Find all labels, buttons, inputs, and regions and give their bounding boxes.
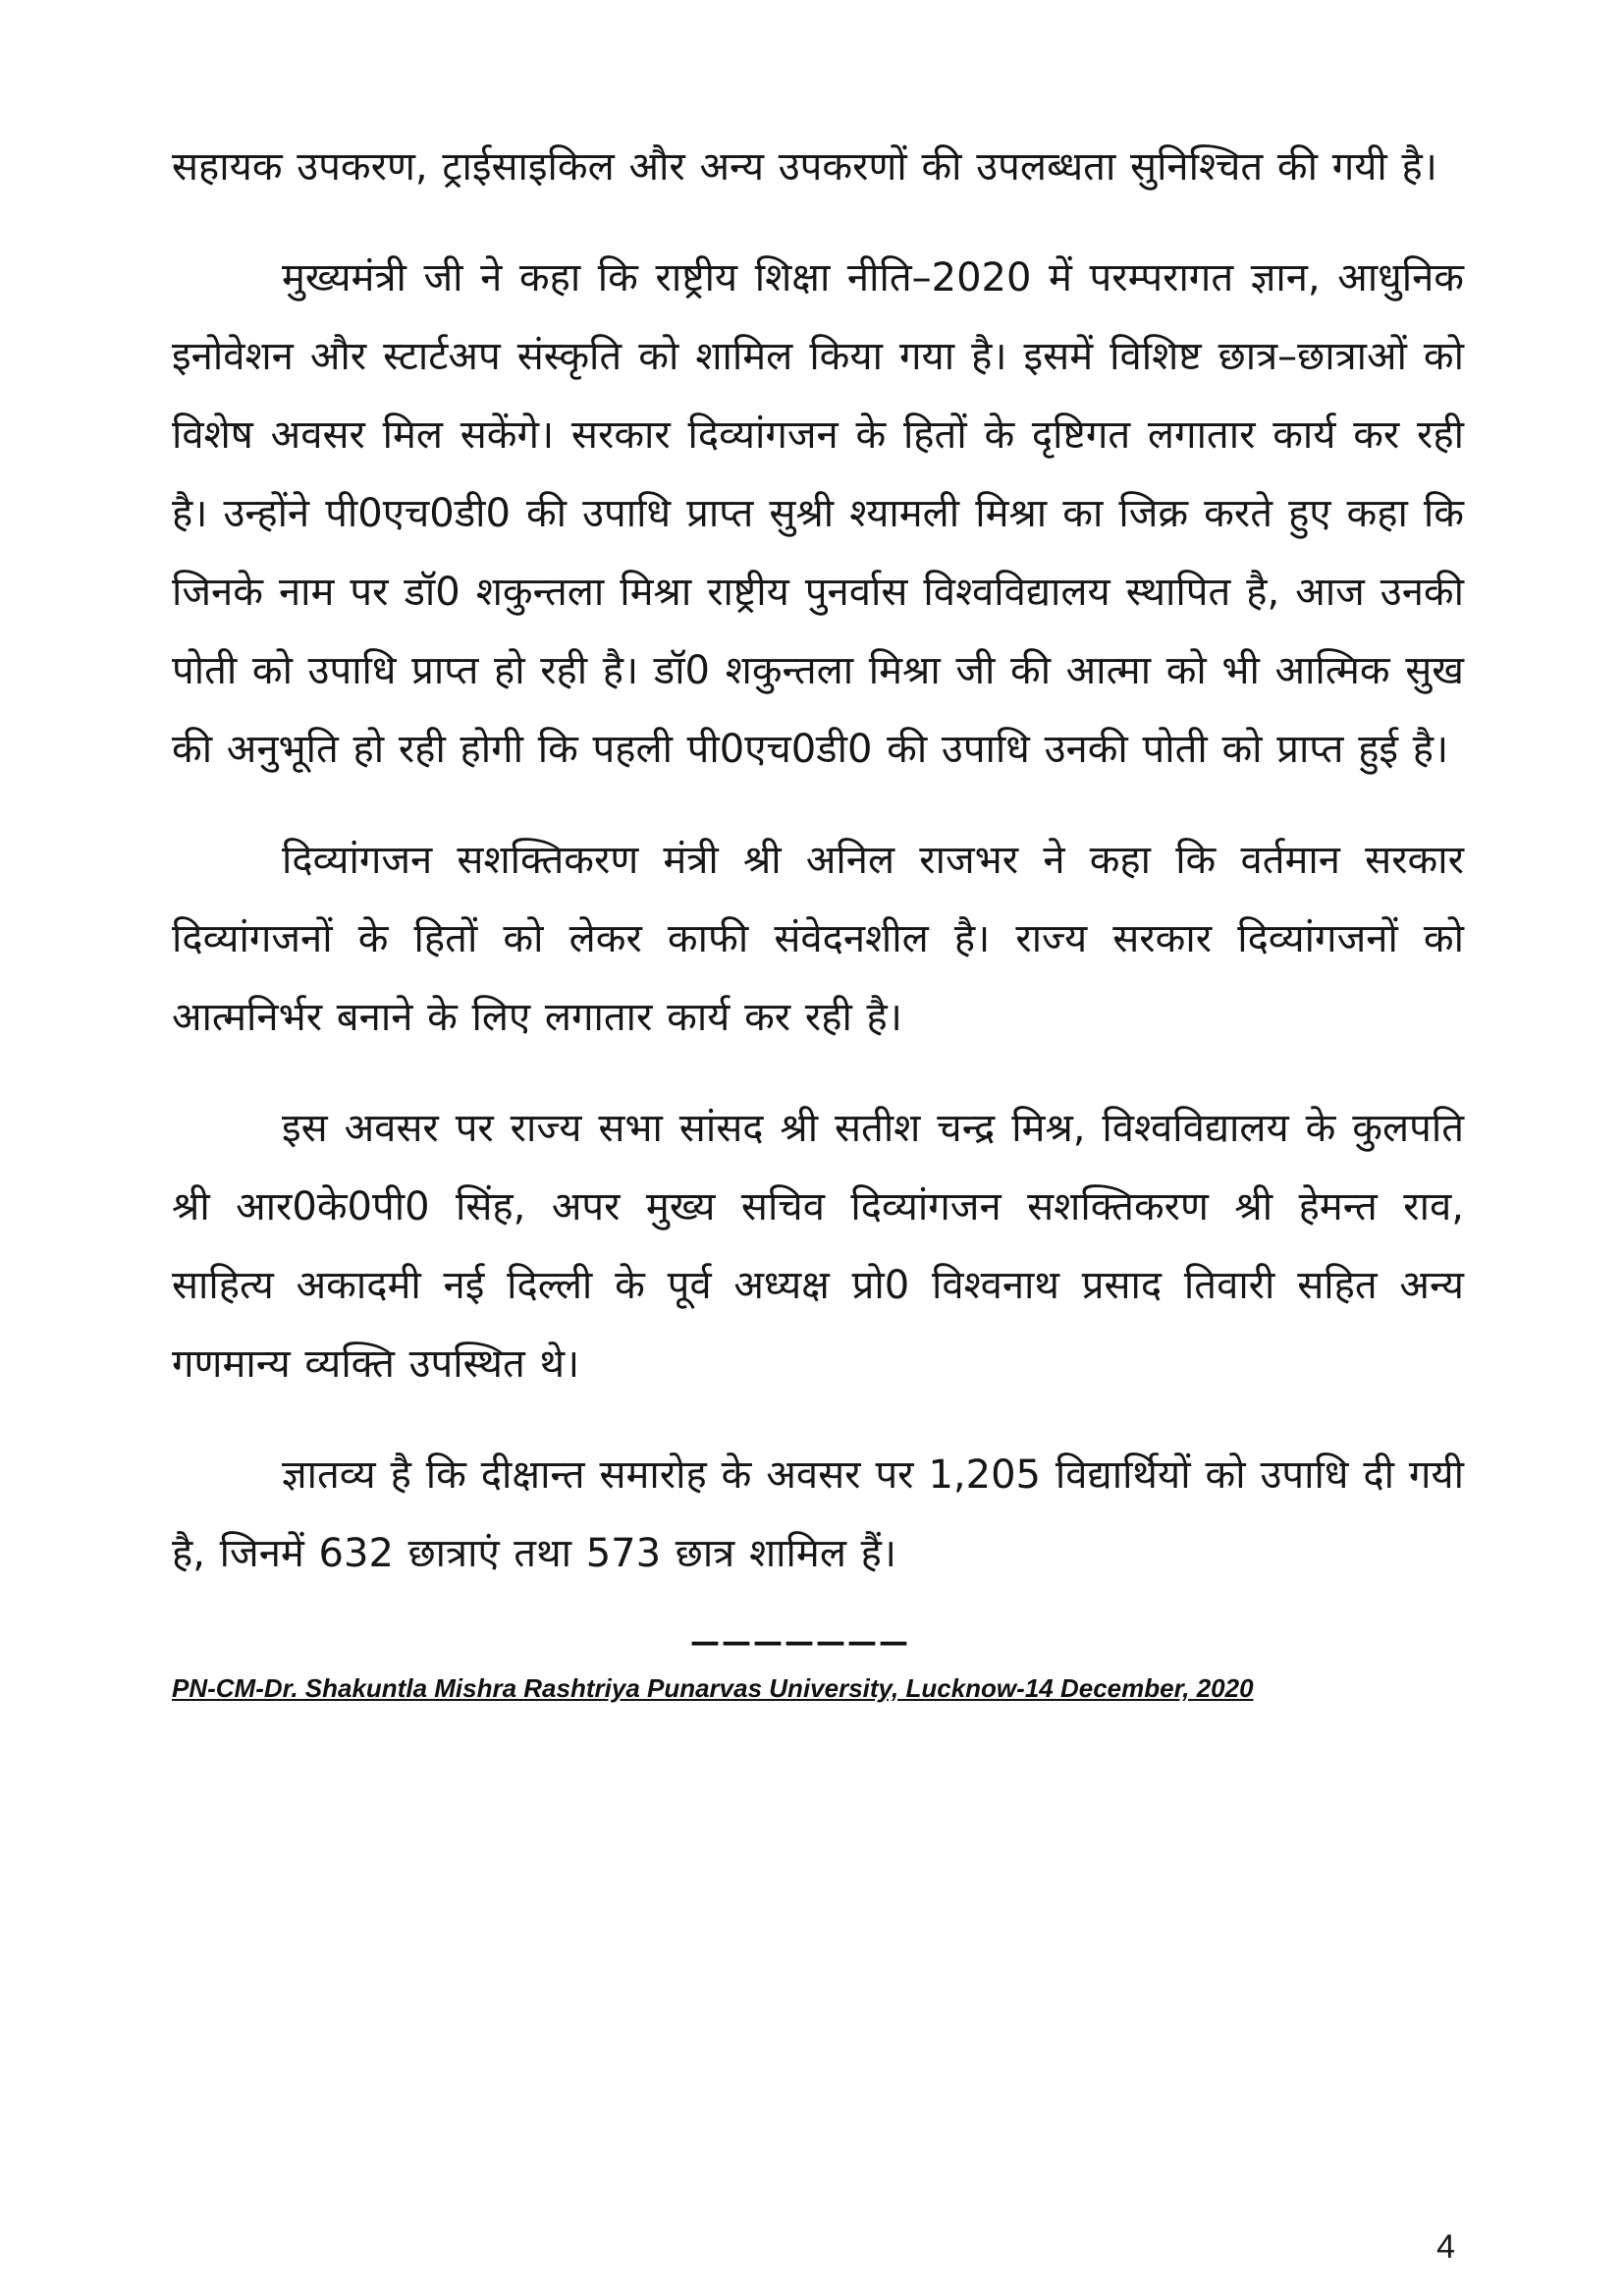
page-number: 4 — [1436, 2228, 1455, 2266]
paragraph-degree-stats: ज्ञातव्य है कि दीक्षान्त समारोह के अवसर पर 1,205 विद्यार्थियों को उपाधि दी गयी है, जिनमें 632 छात्राएं तथा 573 छात्र शामिल हैं। — [172, 1452, 1464, 1576]
document-body — [172, 128, 1464, 1704]
paragraph-cm-statement: मुख्यमंत्री जी ने कहा कि राष्ट्रीय शिक्षा नीति–2020 में परम्परागत ज्ञान, आधुनिक इनोवेशन और स्टार्टअप संस्कृति को शामिल किया गया है। इसमें विशिष्ट छात्र–छात्राओं को विशेष अवसर मिल सकेंगे। सरकार दिव्यांगजन के हितों के दृष्टिगत लगातार कार्य कर रही है। उन्होंने पी0एच0डी0 की उपाधि प्राप्त सुश्री श्यामली मिश्रा का जिक्र करते हुए कहा कि जिनके नाम पर डॉ0 शकुन्तला मिश्रा राष्ट्रीय पुनर्वास विश्वविद्यालय स्थापित है, आज उनकी पोती को उपाधि प्राप्त हो रही है। डॉ0 शकुन्तला मिश्रा जी की आत्मा को भी आत्मिक सुख की अनुभूति हो रही होगी कि पहली पी0एच0डी0 की उपाधि उनकी पोती को प्राप्त हुई है। — [172, 255, 1464, 772]
footer-reference: PN-CM-Dr. Shakuntla Mishra Rashtriya Punarvas University, Lucknow-14 December, 2020 — [172, 1673, 1254, 1703]
paragraph-dignitaries: इस अवसर पर राज्य सभा सांसद श्री सतीश चन्द्र मिश्र, विश्वविद्यालय के कुलपति श्री आर0के0पी0 सिंह, अपर मुख्य सचिव दिव्यांगजन सशक्तिकरण श्री हेमन्त राव, साहित्य अकादमी नई दिल्ली के पूर्व अध्यक्ष प्रो0 विश्वनाथ प्रसाद तिवारी सहित अन्य गणमान्य व्यक्ति उपस्थित थे। — [172, 1106, 1464, 1387]
paragraph-continuation: सहायक उपकरण, ट्राईसाइकिल और अन्य उपकरणों की उपलब्धता सुनिश्चित की गयी है। — [172, 144, 1437, 190]
paragraph-minister-statement: दिव्यांगजन सशक्तिकरण मंत्री श्री अनिल राजभर ने कहा कि वर्तमान सरकार दिव्यांगजनों के हितों को लेकर काफी संवेदनशील है। राज्य सरकार दिव्यांगजनों को आत्मनिर्भर बनाने के लिए लगातार कार्य कर रही है। — [172, 838, 1464, 1040]
section-separator-dashes: ——————— — [690, 1625, 910, 1660]
